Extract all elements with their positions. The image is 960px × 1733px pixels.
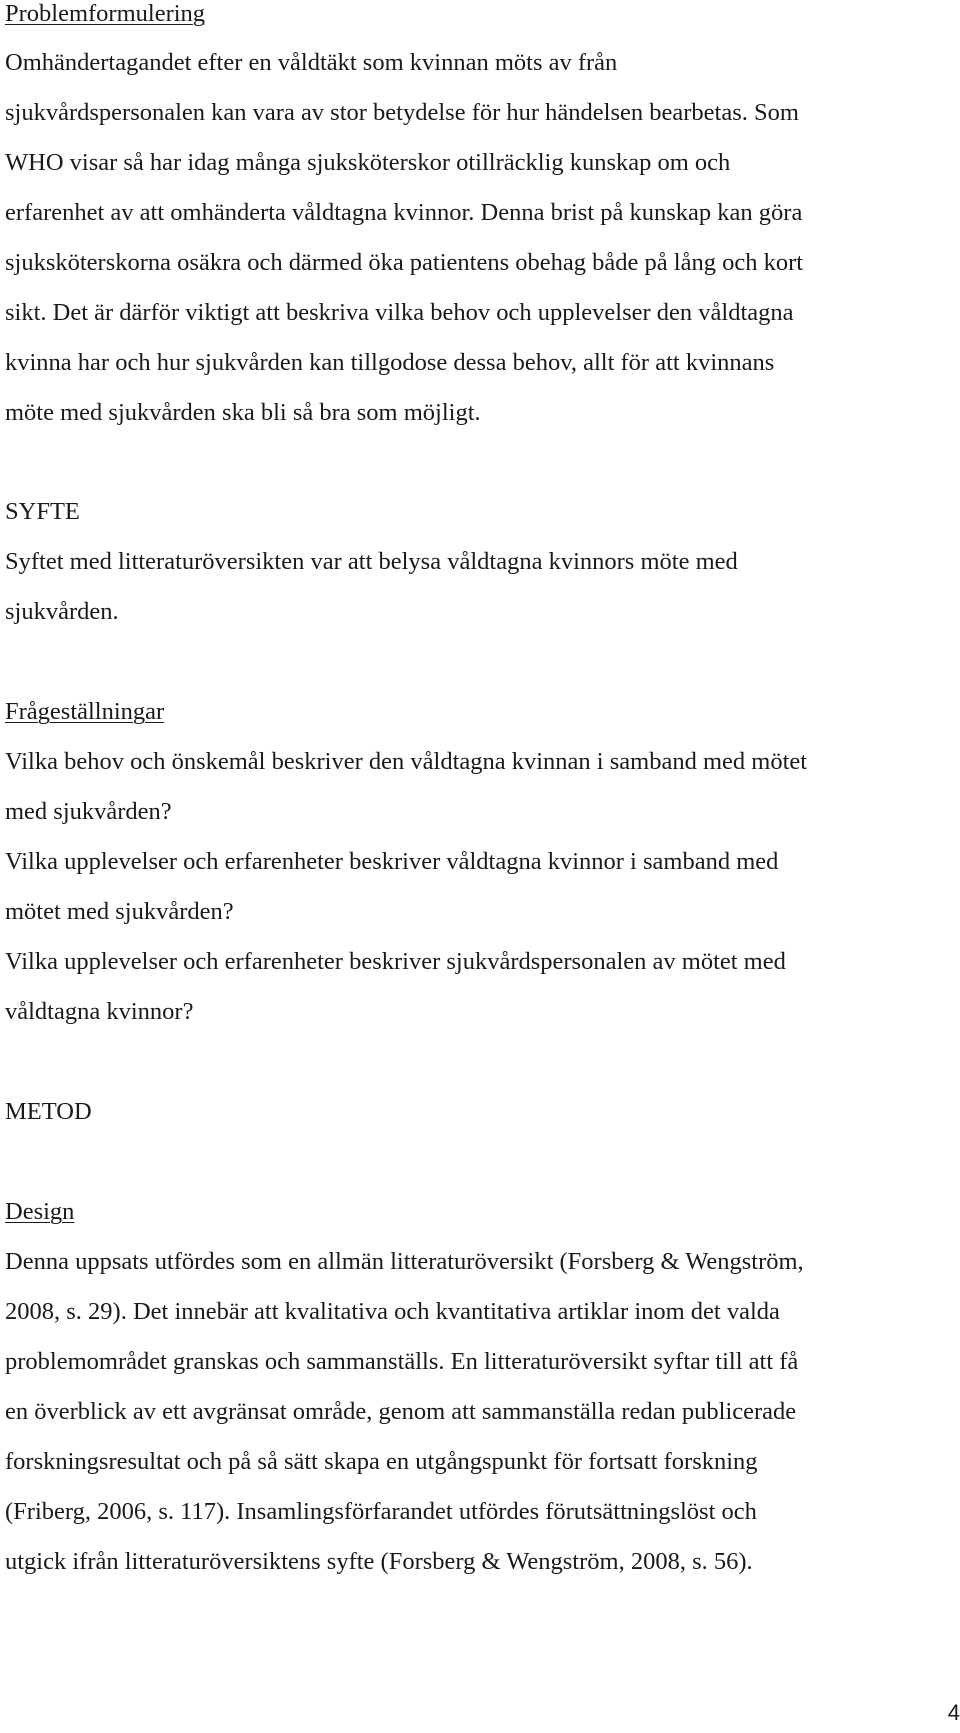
section-heading-design: Design	[5, 1198, 75, 1225]
text-line: Omhändertagandet efter en våldtäkt som kvinnan möts av från	[5, 49, 618, 76]
section-heading-problemformulering: Problemformulering	[5, 0, 206, 27]
text-line: med sjukvården?	[5, 798, 172, 825]
paragraph-design	[5, 1237, 950, 1587]
page-number: 4	[947, 1700, 960, 1725]
text-line: Syftet med litteraturöversikten var att belysa våldtagna kvinnors möte med	[5, 548, 738, 575]
text-line: Vilka upplevelser och erfarenheter beskriver sjukvårdspersonalen av mötet med	[5, 948, 786, 975]
paragraph-fragestallningar	[5, 737, 950, 1037]
text-line: mötet med sjukvården?	[5, 898, 234, 925]
text-line: Vilka behov och önskemål beskriver den våldtagna kvinnan i samband med mötet	[5, 748, 808, 775]
text-line: erfarenhet av att omhänderta våldtagna kvinnor. Denna brist på kunskap kan göra	[5, 199, 803, 226]
text-line: 2008, s. 29). Det innebär att kvalitativa och kvantitativa artiklar inom det valda	[5, 1298, 780, 1325]
paragraph-syfte	[5, 537, 950, 637]
text-line: problemområdet granskas och sammanställs. En litteraturöversikt syftar till att få	[5, 1348, 799, 1375]
text-line: utgick ifrån litteraturöversiktens syfte (Forsberg & Wengström, 2008, s. 56).	[5, 1548, 753, 1575]
section-heading-fragestallningar: Frågeställningar	[5, 698, 165, 725]
text-line: forskningsresultat och på så sätt skapa en utgångspunkt för fortsatt forskning	[5, 1448, 758, 1475]
text-line: Vilka upplevelser och erfarenheter beskriver våldtagna kvinnor i samband med	[5, 848, 779, 875]
section-heading-metod: METOD	[5, 1098, 92, 1125]
text-line: Denna uppsats utfördes som en allmän litteraturöversikt (Forsberg & Wengström,	[5, 1248, 804, 1275]
text-line: kvinna har och hur sjukvården kan tillgodose dessa behov, allt för att kvinnans	[5, 349, 775, 376]
text-line: en överblick av ett avgränsat område, genom att sammanställa redan publicerade	[5, 1398, 797, 1425]
text-line: WHO visar så har idag många sjuksköterskor otillräcklig kunskap om och	[5, 149, 731, 176]
text-line: (Friberg, 2006, s. 117). Insamlingsförfarandet utfördes förutsättningslöst och	[5, 1498, 757, 1525]
text-line: sjukvårdspersonalen kan vara av stor betydelse för hur händelsen bearbetas. Som	[5, 99, 799, 126]
text-line: sikt. Det är därför viktigt att beskriva vilka behov och upplevelser den våldtagna	[5, 299, 794, 326]
text-line: sjuksköterskorna osäkra och därmed öka patientens obehag både på lång och kort	[5, 249, 804, 276]
text-line: möte med sjukvården ska bli så bra som möjligt.	[5, 399, 481, 426]
text-line: våldtagna kvinnor?	[5, 998, 194, 1025]
text-line: sjukvården.	[5, 598, 119, 625]
section-heading-syfte: SYFTE	[5, 498, 80, 525]
paragraph-problemformulering	[5, 38, 950, 438]
